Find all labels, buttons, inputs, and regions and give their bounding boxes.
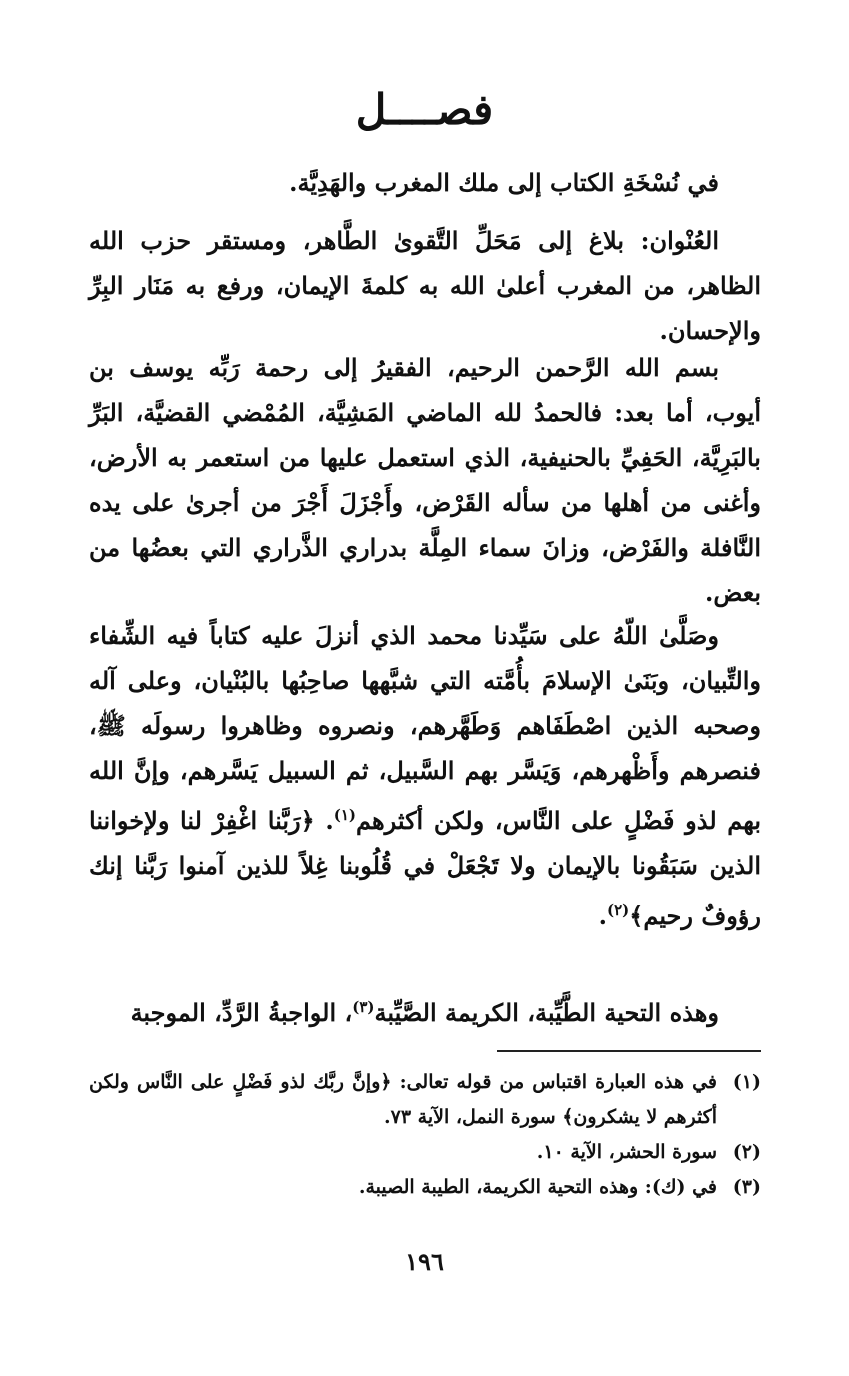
paragraph-greeting xyxy=(89,985,761,1035)
paragraph-prayer-part1: وصَلَّىٰ اللّهُ على سَيِّدنا محمد الذي أنزلَ عليه كتاباً فيه الشِّفاء والتِّبيان، وبَنَىٰ الإسلامَ بأُمَّته التي شبَّهها صاحِبُها بالبُنْيان، وعلى آله وصحبه الذين اصْطَفَاهم وَطَهَّرهم، ونصروه وظاهروا رسولَه ﷺ، فنصرهم وأَظْهرهم، وَيَسَّر بهم السَّبيل، ثم السبيل يَسَّرهم، وإنَّ الله بهم لذو فَضْلٍ على النَّاس، ولكن أكثرهم xyxy=(89,621,761,835)
section-subtitle xyxy=(89,160,761,205)
paragraph-greeting-part1: وهذه التحية الطَّيِّبة، الكريمة الصَّيِّبة xyxy=(374,998,719,1027)
footnote-number: (٣) xyxy=(732,1176,761,1198)
subtitle-text: في نُسْخَةِ الكتاب إلى ملك المغرب والهَدِيَّة. xyxy=(289,168,719,197)
paragraph-prayer-end: . xyxy=(598,901,607,930)
paragraph-prayer-part2: . ﴿رَبَّنا اغْفِرْ لنا ولإخواننا الذين سَبَقُونا بالإيمان ولا تَجْعَلْ في قُلُوبنا غِلاً للذين آمنوا رَبَّنا إنك رؤوفٌ رحيم﴾ xyxy=(89,806,761,930)
footnote-divider xyxy=(497,1050,761,1052)
footnotes xyxy=(89,1065,761,1205)
paragraph-address xyxy=(89,218,761,353)
footnote-ref-3: (٣) xyxy=(352,998,375,1016)
page-number: ١٩٦ xyxy=(405,1247,444,1276)
paragraph-prayer xyxy=(89,613,761,938)
footnote-text: في هذه العبارة اقتباس من قوله تعالى: ﴿وإنَّ ربَّك لذو فَضْلٍ على النَّاس ولكن أكثرهم لا يشكرون﴾ سورة النمل، الآية ٧٣. xyxy=(89,1071,717,1128)
footnote-ref-1: (١) xyxy=(333,806,356,824)
section-heading: فصــــل xyxy=(355,85,494,134)
footnote-ref-2: (٢) xyxy=(607,901,630,919)
footnote-number: (١) xyxy=(732,1071,761,1093)
footnote-text: سورة الحشر، الآية ١٠. xyxy=(536,1141,717,1163)
footnote-item xyxy=(89,1170,761,1205)
paragraph-greeting-part2: ، الواجبةُ الرَّدِّ، الموجبة xyxy=(130,998,353,1027)
footnote-item xyxy=(89,1135,761,1170)
paragraph-opening xyxy=(89,345,761,615)
paragraph-address-text: العُنْوان: بلاغ إلى مَحَلِّ التَّقوىٰ الطَّاهر، ومستقر حزب الله الظاهر، من المغرب أعلىٰ الله به كلمةَ الإيمان، ورفع به مَنَار البِرِّ والإحسان. xyxy=(89,226,761,345)
footnote-item xyxy=(89,1065,761,1135)
paragraph-prayer-text xyxy=(89,613,761,938)
footnote-text: في (ك): وهذه التحية الكريمة، الطيبة الصيبة. xyxy=(358,1176,717,1198)
paragraph-greeting-text xyxy=(89,985,761,1035)
footnote-number: (٢) xyxy=(732,1141,761,1163)
paragraph-opening-text: بسم الله الرَّحمن الرحيم، الفقيرُ إلى رحمة رَبِّه يوسف بن أيوب، أما بعد: فالحمدُ لله الماضي المَشِيَّة، المُمْضي القضيَّة، البَرِّ بالبَرِيَّة، الحَفِيِّ بالحنيفية، الذي استعمل عليها من استعمر به الأرض، وأغنى من أهلها من سأله القَرْض، وأَجْزَلَ أَجْرَ من أجرىٰ على يده النَّافلة والفَرْض، وزانَ سماء المِلَّة بدراري الذَّراري التي بعضُها من بعض. xyxy=(89,353,761,607)
